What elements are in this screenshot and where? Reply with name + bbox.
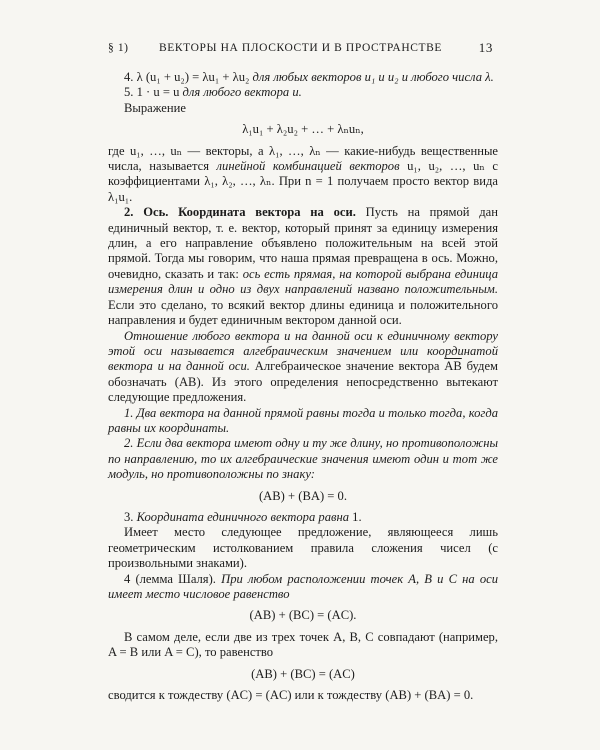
- proposition-1: 1. Два вектора на данной прямой равны тогда и только тогда, когда равны их координаты.: [108, 405, 498, 435]
- running-header: [108, 42, 493, 60]
- section-2-paragraph: 2. Ось. Координата вектора на оси. Пусть на прямой дан единичный вектор, т. е. вектор, который принят за единицу измерения длин, а его направление объявлено положительным на всей этой прямой. Тогда мы говорим, что наша прямая превращена в ось. Можно, очевидно, сказать и так: ось есть прямая, на которой выбрана единица измерения длин и одно из двух направлений названо положительным. Если это сделано, то всякий вектор длины единица и положительного направления и будет единичным вектором данной оси.: [108, 205, 498, 328]
- proposition-3: 3. Координата единичного вектора равна 1.: [124, 509, 362, 524]
- proof-paragraph: В самом деле, если две из трех точек A, B, C совпадают (например, A = B или A = C), то равенство: [108, 629, 498, 660]
- section-2-heading: 2. Ось. Координата вектора на оси.: [124, 205, 356, 220]
- expression-label: Выражение: [124, 100, 186, 115]
- item-5: 5. 1 · u = u для любого вектора u.: [124, 85, 302, 100]
- note-paragraph: Имеет место следующее предложение, являющееся лишь геометрическим истолкованием правила сложения чисел (с произвольными знаками).: [108, 525, 498, 571]
- formula-opposite-vectors: (AB) + (BA) = 0.: [258, 488, 347, 503]
- formula-chasles: (AB) + (BC) = (AC).: [249, 608, 357, 623]
- header-title: ВЕКТОРЫ НА ПЛОСКОСТИ И В ПРОСТРАНСТВЕ: [158, 42, 443, 54]
- formula-chasles-repeat: (AB) + (BC) = (AC): [251, 666, 355, 681]
- definition-paragraph: где u₁, …, uₙ — векторы, а λ₁, …, λₙ — какие-нибудь вещественные числа, называется линейной комбинацией векторов u₁, u₂, …, uₙ с коэффициентами λ₁, λ₂, …, λₙ. При n = 1 получаем просто вектор вида λ₁u₁.: [108, 143, 498, 204]
- page-number: 13: [478, 40, 493, 55]
- ratio-paragraph: Отношение любого вектора u на данной оси к единичному вектору этой оси называется алгебраическим значением или координатой вектора u на данной оси. Алгебраическое значение вектора $\overline{AB}$ будем обозначать (AB). Из этого определения непосредственно вытекают следующие предложения.: [108, 328, 499, 405]
- proposition-4: 4 (лемма Шаля). При любом расположении точек A, B и C на оси имеет место числовое равенство: [108, 571, 499, 601]
- final-paragraph: сводится к тождеству (AC) = (AC) или к тождеству (AB) + (BA) = 0.: [108, 688, 474, 703]
- page-body: [108, 70, 498, 703]
- item-4: 4. λ (u₁ + u₂) = λu₁ + λu₂ для любых векторов u₁ и u₂ и любого числа λ.: [124, 70, 494, 84]
- formula-linear-combination: λ₁u₁ + λ₂u₂ + … + λₙuₙ,: [242, 122, 364, 137]
- proposition-2: 2. Если два вектора имеют одну и ту же длину, но противоположны по направлению, то их алгебраические значения имеют один и тот же модуль, но противоположны по знаку:: [108, 436, 498, 482]
- section-marker: § 1): [108, 42, 129, 54]
